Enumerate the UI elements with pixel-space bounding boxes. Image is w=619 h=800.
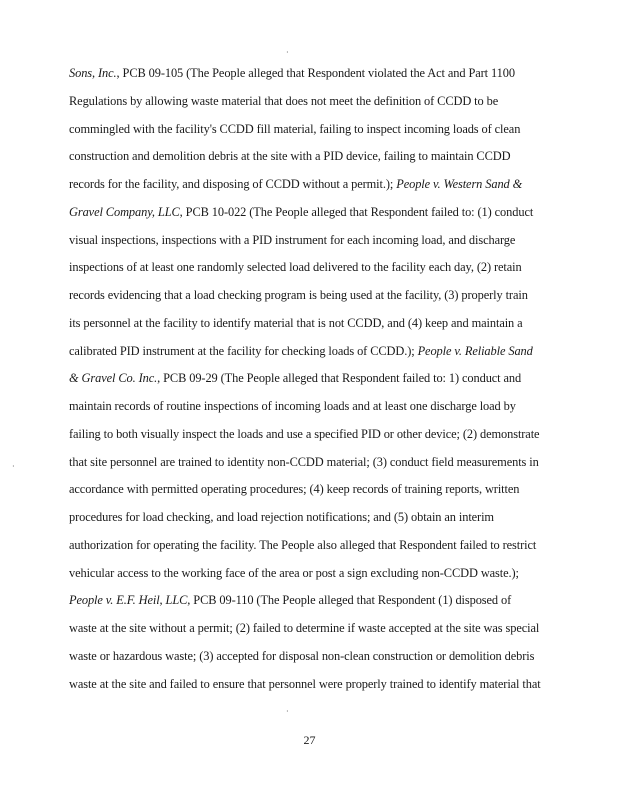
text-segment: authorization for operating the facility. The People also alleged that Respondent failed to restrict (69, 537, 537, 552)
text-line (69, 233, 515, 247)
page-number: 27 (303, 733, 316, 747)
scan-speck: · (12, 462, 15, 471)
text-line (69, 371, 521, 385)
text-line (69, 566, 519, 580)
case-citation: People v. Reliable Sand (417, 343, 533, 358)
text-line (69, 427, 539, 441)
text-segment: calibrated PID instrument at the facility for checking loads of CCDD.); (69, 343, 418, 358)
text-segment: records for the facility, and disposing of CCDD without a permit.); (69, 177, 397, 191)
text-segment: that site personnel are trained to identity non-CCDD material; (3) conduct field measurements in (69, 454, 539, 469)
text-segment: , PCB 10-022 (The People alleged that Respondent failed to: (1) conduct (179, 204, 534, 219)
text-line (69, 455, 539, 469)
text-segment: , PCB 09-110 (The People alleged that Respondent (1) disposed of (187, 593, 512, 608)
text-line (69, 66, 515, 80)
case-citation: People v. E.F. Heil, LLC (69, 593, 188, 608)
text-line (69, 593, 511, 607)
text-segment: waste at the site and failed to ensure that personnel were properly trained to identify material that (69, 676, 541, 691)
text-segment: inspections of at least one randomly selected load delivered to the facility each day, (2) retain (69, 260, 522, 275)
text-segment: waste or hazardous waste; (3) accepted for disposal non-clean construction or demolition debris (69, 648, 535, 663)
scan-speck: · (286, 48, 289, 57)
text-line (69, 260, 522, 274)
text-line (69, 344, 533, 358)
text-line (69, 482, 519, 496)
text-line (69, 399, 516, 413)
text-line (69, 649, 534, 663)
text-segment: visual inspections, inspections with a PID instrument for each incoming load, and discharge (69, 232, 516, 247)
case-citation: Sons, Inc. (69, 66, 117, 80)
text-segment: records evidencing that a load checking program is being used at the facility, (3) properly train (69, 288, 528, 302)
text-segment: Regulations by allowing waste material that does not meet the definition of CCDD to be (69, 93, 499, 108)
text-line (69, 288, 528, 302)
text-line (69, 621, 539, 635)
text-segment: its personnel at the facility to identify material that is not CCDD, and (4) keep and maintain a (69, 315, 523, 330)
text-segment: commingled with the facility's CCDD fill material, failing to inspect incoming loads of clean (69, 121, 521, 136)
text-segment: , PCB 09-29 (The People alleged that Respondent failed to: 1) conduct and (157, 371, 522, 386)
text-line (69, 510, 494, 524)
text-segment: failing to both visually inspect the loads and use a specified PID or other device; (2) demonstrate (69, 426, 540, 441)
text-line (69, 205, 533, 219)
text-line (69, 122, 520, 136)
text-segment: procedures for load checking, and load rejection notifications; and (5) obtain an interim (69, 510, 494, 524)
text-segment: construction and demolition debris at the site with a PID device, failing to maintain CCDD (69, 149, 511, 164)
text-line (69, 677, 541, 691)
scan-speck: · (286, 707, 289, 716)
text-segment: accordance with permitted operating procedures; (4) keep records of training reports, written (69, 482, 520, 497)
text-segment: , PCB 09-105 (The People alleged that Respondent violated the Act and Part 1100 (116, 66, 515, 80)
text-segment: waste at the site without a permit; (2) failed to determine if waste accepted at the site was special (69, 621, 540, 635)
text-segment: maintain records of routine inspections of incoming loads and at least one discharge load by (69, 399, 516, 413)
text-line (69, 177, 522, 191)
text-line (69, 94, 498, 108)
case-citation: Gravel Company, LLC (69, 204, 180, 219)
text-segment: vehicular access to the working face of the area or post a sign excluding non-CCDD waste.); (69, 565, 519, 580)
text-line (69, 538, 536, 552)
case-citation: & Gravel Co. Inc. (69, 371, 158, 386)
text-line (69, 149, 510, 163)
case-citation: People v. Western Sand & (396, 177, 523, 191)
text-line (69, 316, 523, 330)
